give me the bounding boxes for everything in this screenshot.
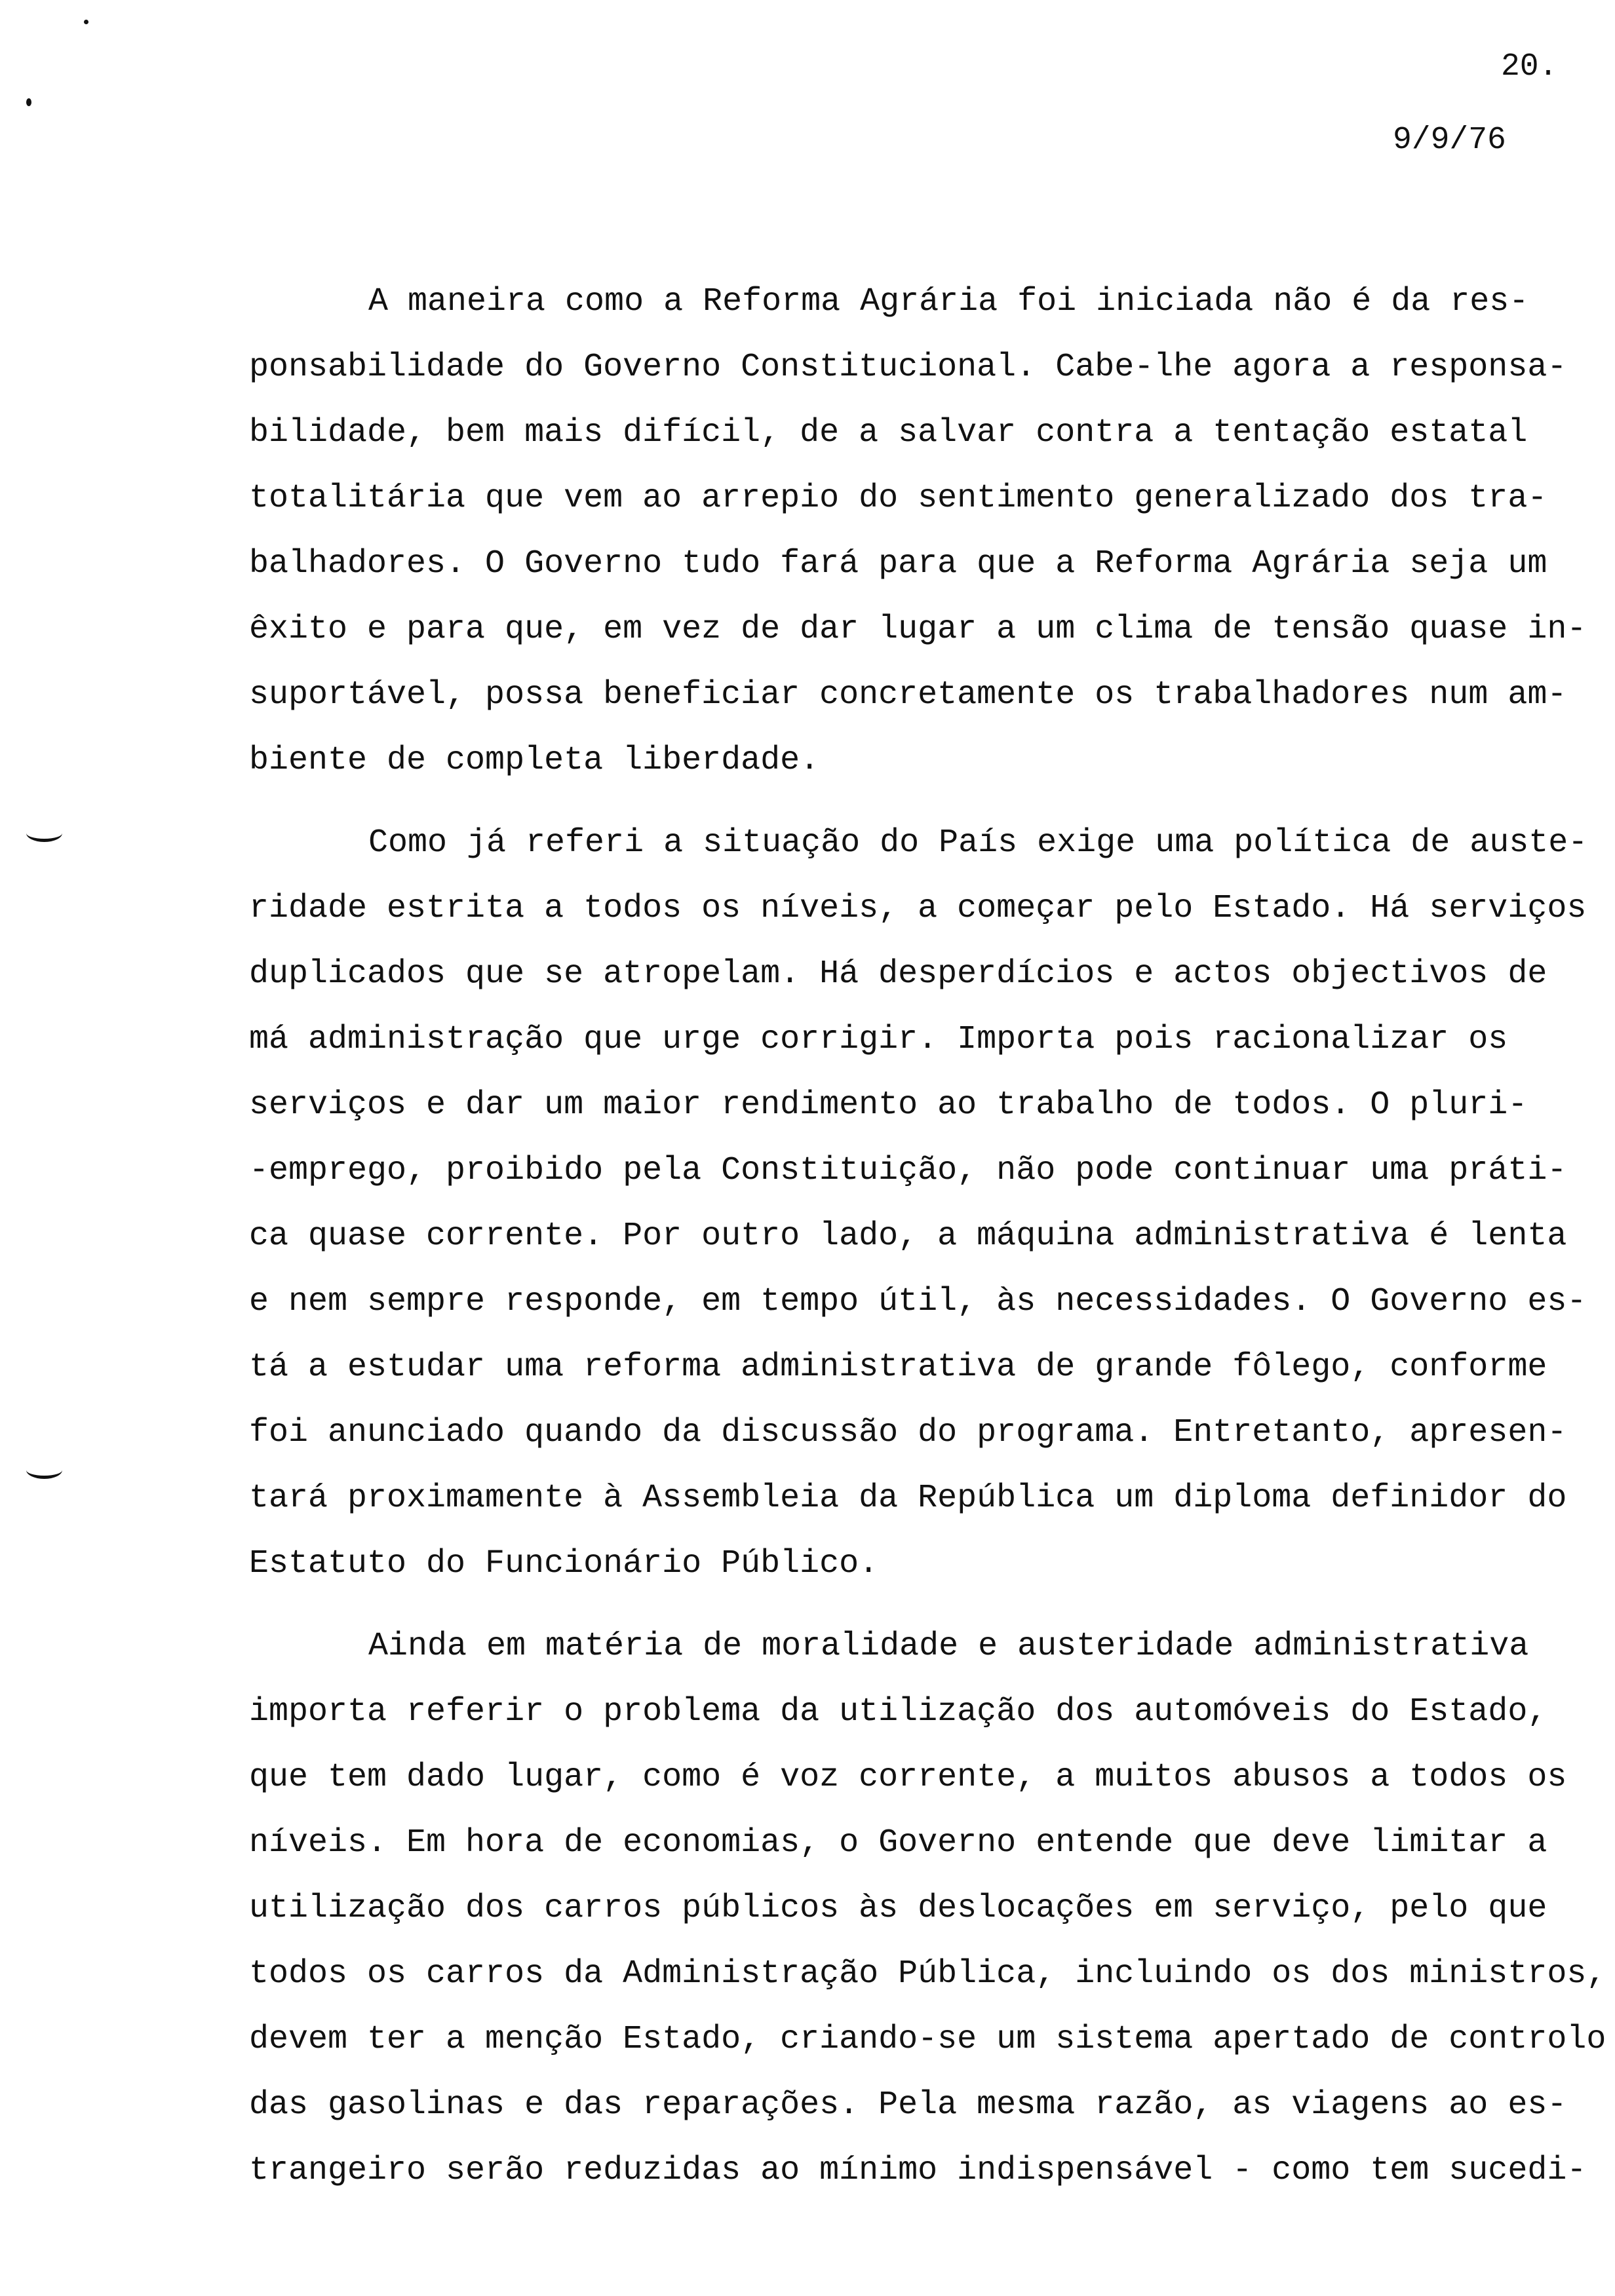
paragraph-2-line: tará proximamente à Assembleia da República um diploma definidor do — [249, 1480, 1567, 1517]
paragraph-2-line: Estatuto do Funcionário Público. — [249, 1545, 879, 1582]
paragraph-2-line: ca quase corrente. Por outro lado, a máquina administrativa é lenta — [249, 1217, 1567, 1255]
paragraph-2-line: ridade estrita a todos os níveis, a começar pelo Estado. Há serviços — [249, 890, 1587, 927]
paragraph-3-line: devem ter a menção Estado, criando-se um sistema apertado de controlo — [249, 2021, 1606, 2058]
paragraph-1-line: suportável, possa beneficiar concretamente os trabalhadores num am- — [249, 676, 1567, 714]
paragraph-2-line: duplicados que se atropelam. Há desperdícios e actos objectivos de — [249, 955, 1547, 993]
page-date: 9/9/76 — [1393, 123, 1506, 158]
paragraph-2-line: má administração que urge corrigir. Importa pois racionalizar os — [249, 1021, 1508, 1058]
paragraph-3-line: utilização dos carros públicos às deslocações em serviço, pelo que — [249, 1890, 1547, 1927]
paragraph-2-line: e nem sempre responde, em tempo útil, às necessidades. O Governo es- — [249, 1283, 1587, 1320]
paragraph-1-line: ponsabilidade do Governo Constitucional. Cabe-lhe agora a responsa- — [249, 349, 1567, 386]
paragraph-1-line: balhadores. O Governo tudo fará para que a Reforma Agrária seja um — [249, 545, 1547, 583]
paragraph-2-line: foi anunciado quando da discussão do programa. Entretanto, apresen- — [249, 1414, 1567, 1451]
margin-mark — [26, 824, 62, 842]
paragraph-1-line: bilidade, bem mais difícil, de a salvar contra a tentação estatal — [249, 414, 1528, 451]
paragraph-1-line: totalitária que vem ao arrepio do sentimento generalizado dos tra- — [249, 480, 1547, 517]
paragraph-2-line: -emprego, proibido pela Constituição, não pode continuar uma práti- — [249, 1152, 1567, 1189]
paragraph-3-line: todos os carros da Administração Pública, incluindo os dos ministros, — [249, 1955, 1606, 1993]
page-number: 20. — [1501, 49, 1558, 85]
paragraph-3-line: trangeiro serão reduzidas ao mínimo indispensável - como tem sucedi- — [249, 2152, 1587, 2189]
paragraph-3-line: níveis. Em hora de economias, o Governo entende que deve limitar a — [249, 1824, 1547, 1862]
paragraph-2-line: serviços e dar um maior rendimento ao trabalho de todos. O pluri- — [249, 1086, 1528, 1124]
paragraph-3-line: que tem dado lugar, como é voz corrente, a muitos abusos a todos os — [249, 1759, 1567, 1796]
paragraph-1-line: A maneira como a Reforma Agrária foi iniciada não é da res- — [368, 283, 1529, 320]
paper-speck — [84, 20, 88, 24]
paragraph-3-line: das gasolinas e das reparações. Pela mesma razão, as viagens ao es- — [249, 2086, 1567, 2124]
paragraph-1-line: biente de completa liberdade. — [249, 742, 820, 779]
paper-speck — [26, 98, 31, 106]
paragraph-3-line: Ainda em matéria de moralidade e austeridade administrativa — [368, 1628, 1529, 1665]
paragraph-1-line: êxito e para que, em vez de dar lugar a um clima de tensão quase in- — [249, 611, 1587, 648]
paragraph-2-line: tá a estudar uma reforma administrativa de grande fôlego, conforme — [249, 1349, 1547, 1386]
paragraph-3-line: importa referir o problema da utilização dos automóveis do Estado, — [249, 1693, 1547, 1731]
margin-mark — [26, 1461, 62, 1479]
paragraph-2-line: Como já referi a situação do País exige uma política de auste- — [368, 824, 1588, 862]
